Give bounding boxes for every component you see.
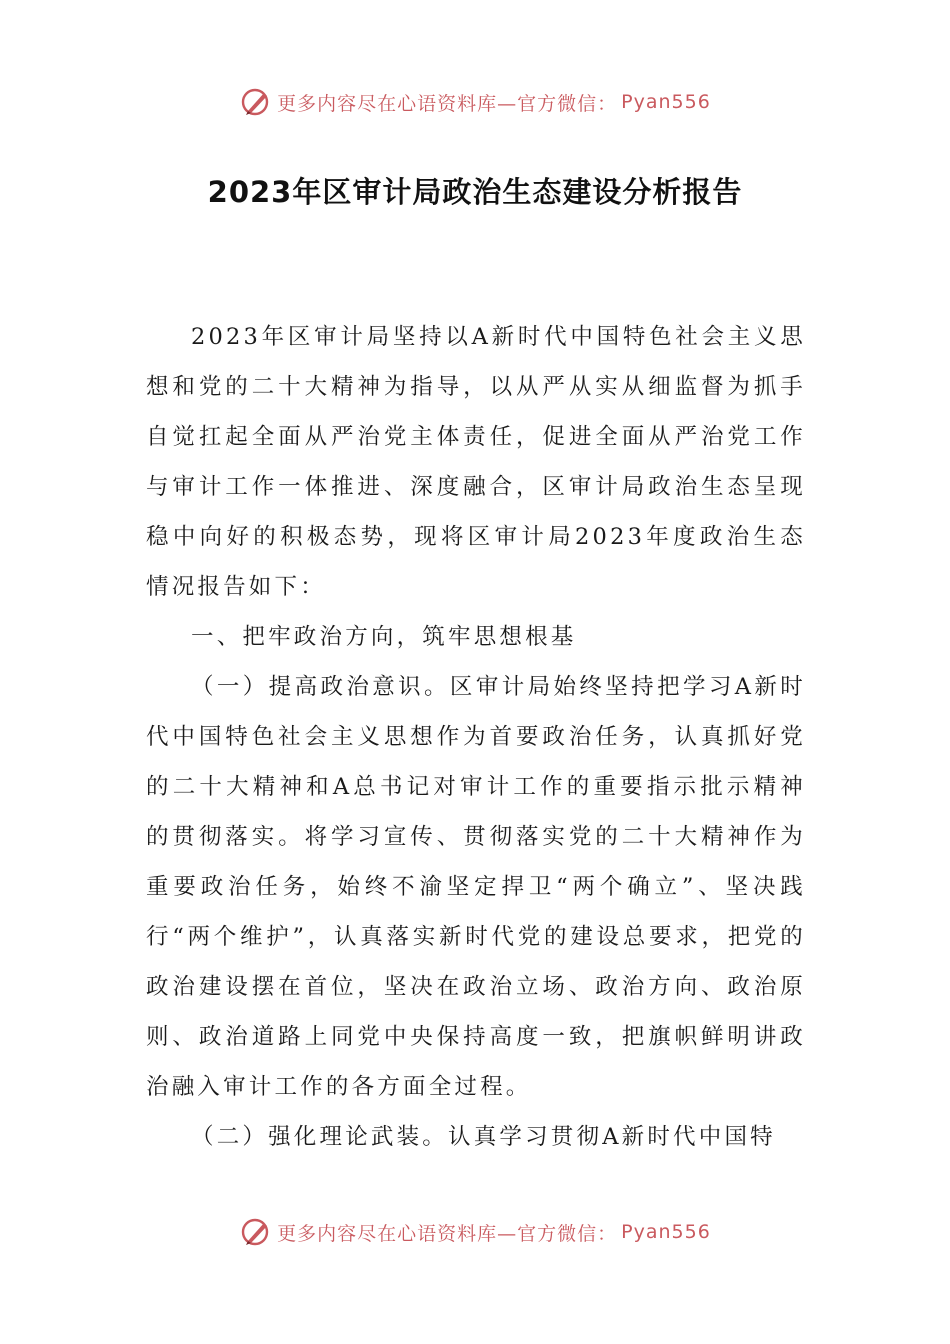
header-watermark bbox=[0, 82, 950, 122]
pen-logo-icon bbox=[239, 85, 273, 119]
paragraph-1-1: （一）提高政治意识。区审计局始终坚持把学习A新时代中国特色社会主义思想作为首要政治任务，认真抓好党的二十大精神和A总书记对审计工作的重要指示批示精神的贯彻落实。将学习宣传、贯彻落实党的二十大精神作为重要政治任务，始终不渝坚定捍卫“两个确立”、坚决践行“两个维护”，认真落实新时代党的建设总要求，把党的政治建设摆在首位，坚决在政治立场、政治方向、政治原则、政治道路上同党中央保持高度一致，把旗帜鲜明讲政治融入审计工作的各方面全过程。 bbox=[146, 674, 806, 1100]
paragraph-1-2: （二）强化理论武装。认真学习贯彻A新时代中国特 bbox=[191, 1124, 776, 1150]
section-heading-1: 一、把牢政治方向，筑牢思想根基 bbox=[191, 624, 577, 650]
document-body bbox=[146, 312, 806, 1162]
paragraph-intro: 2023年区审计局坚持以A新时代中国特色社会主义思想和党的二十大精神为指导，以从严从实从细监督为抓手自觉扛起全面从严治党主体责任，促进全面从严治党工作与审计工作一体推进、深度融合，区审计局政治生态呈现稳中向好的积极态势，现将区审计局2023年度政治生态情况报告如下： bbox=[146, 324, 806, 600]
watermark-text: 更多内容尽在心语资料库—官方微信： bbox=[277, 92, 618, 115]
pen-logo-icon bbox=[239, 1215, 273, 1249]
watermark-text: 更多内容尽在心语资料库—官方微信： bbox=[277, 1222, 618, 1245]
watermark-wechat-id: Pyan556 bbox=[621, 1221, 711, 1243]
watermark-wechat-id: Pyan556 bbox=[621, 91, 711, 113]
footer-watermark bbox=[0, 1212, 950, 1252]
document-title: 2023年区审计局政治生态建设分析报告 bbox=[207, 175, 743, 209]
